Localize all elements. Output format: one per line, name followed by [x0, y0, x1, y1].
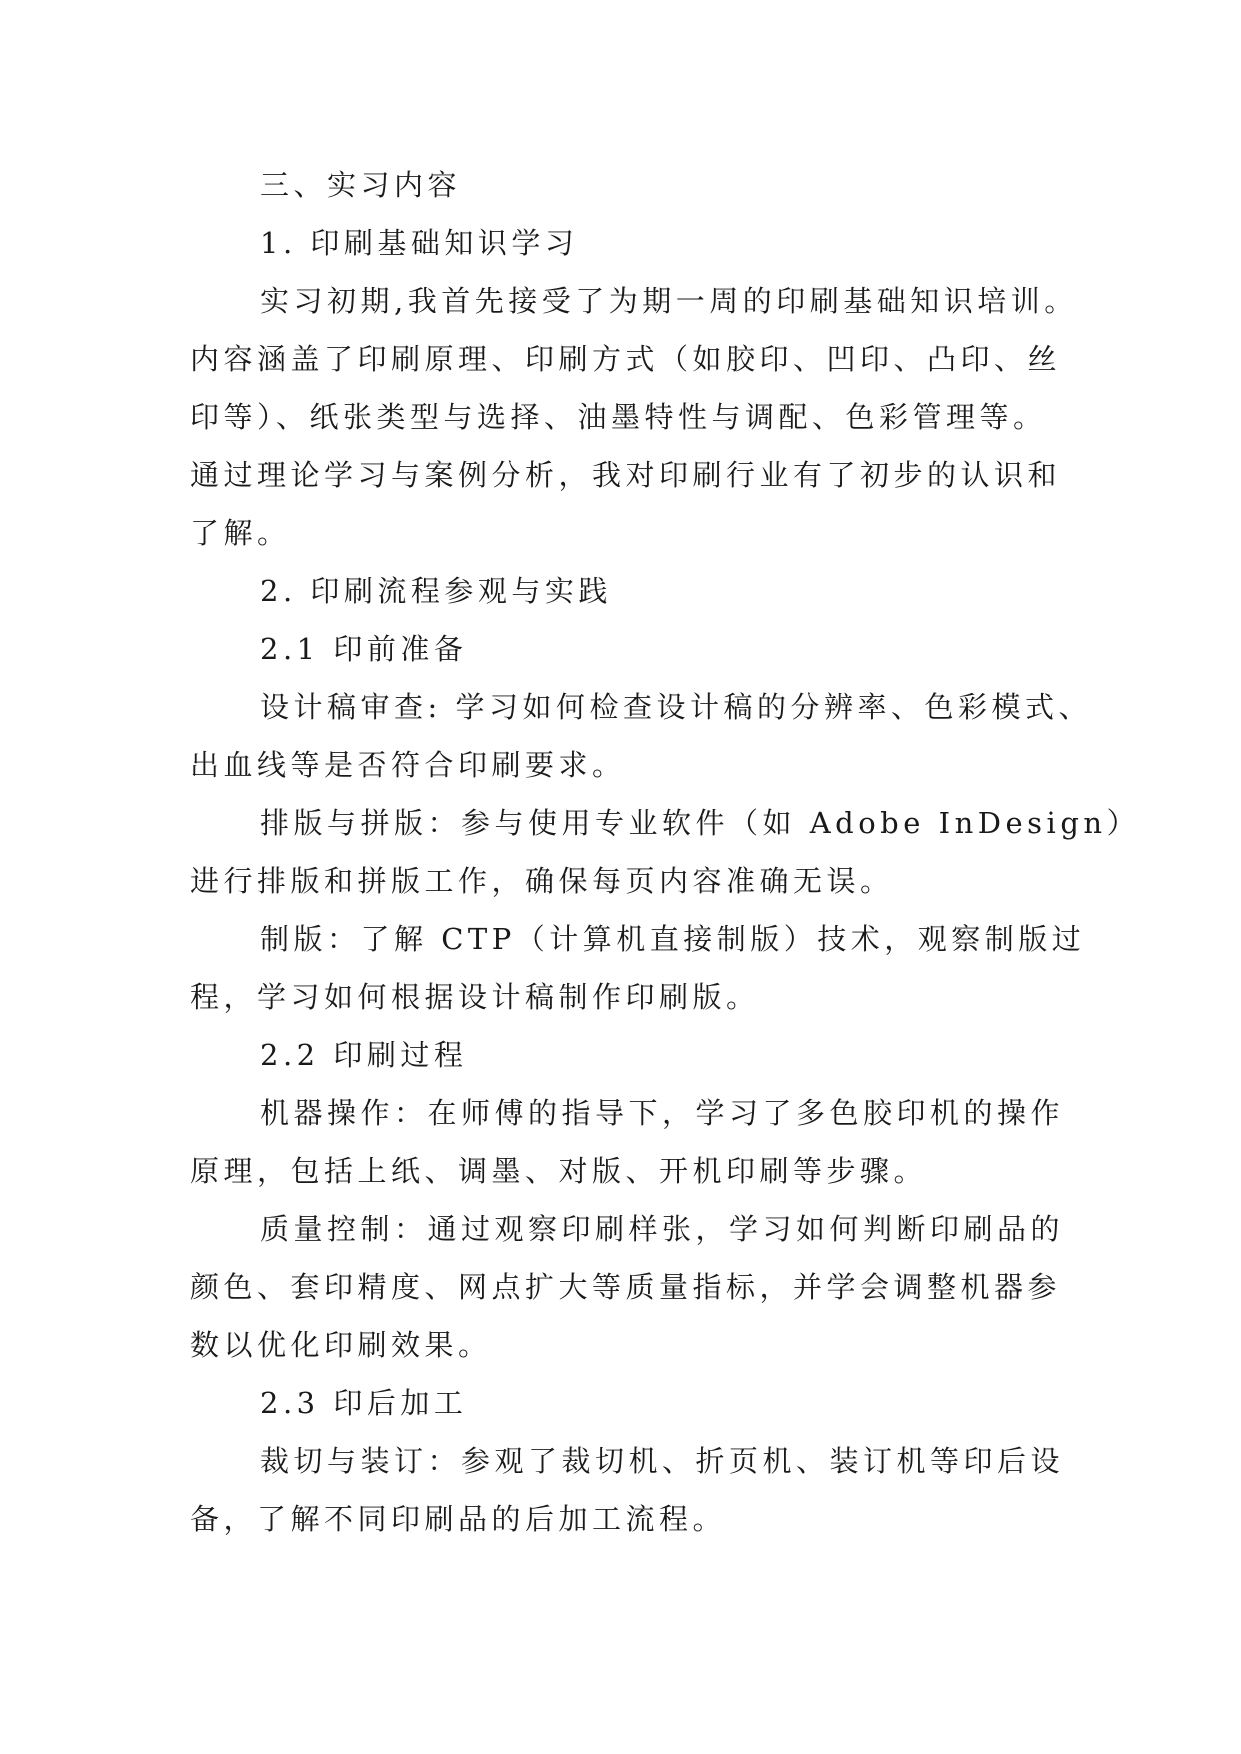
paragraph-line: 通过理论学习与案例分析，我对印刷行业有了初步的认识和 [190, 458, 1062, 492]
paragraph-line: 程，学习如何根据设计稿制作印刷版。 [190, 980, 760, 1014]
subsection-heading: 2.3 印后加工 [260, 1386, 468, 1420]
paragraph-line: 出血线等是否符合印刷要求。 [190, 748, 626, 782]
paragraph-line: 备，了解不同印刷品的后加工流程。 [190, 1502, 727, 1536]
paragraph-line: 质量控制：通过观察印刷样张，学习如何判断印刷品的 [260, 1212, 1065, 1246]
subsection-heading: 1. 印刷基础知识学习 [260, 226, 579, 260]
subsection-heading: 2.1 印前准备 [260, 632, 468, 666]
paragraph-line: 机器操作：在师傅的指导下，学习了多色胶印机的操作 [260, 1096, 1065, 1130]
paragraph-line: 了解。 [190, 516, 291, 550]
subsection-heading: 2.2 印刷过程 [260, 1038, 468, 1072]
paragraph-line: 内容涵盖了印刷原理、印刷方式（如胶印、凹印、凸印、丝 [190, 342, 1062, 376]
paragraph-line: 制版：了解 CTP（计算机直接制版）技术，观察制版过 [260, 922, 1086, 956]
paragraph-line: 原理，包括上纸、调墨、对版、开机印刷等步骤。 [190, 1154, 928, 1188]
paragraph-line: 实习初期,我首先接受了为期一周的印刷基础知识培训。 [260, 284, 1078, 318]
paragraph-line: 数以优化印刷效果。 [190, 1328, 492, 1362]
paragraph-line: 印等）、纸张类型与选择、油墨特性与调配、色彩管理等。 [190, 400, 1047, 434]
paragraph-line: 设计稿审查: 学习如何检查设计稿的分辨率、色彩模式、 [260, 690, 1092, 724]
paragraph-line: 颜色、套印精度、网点扩大等质量指标，并学会调整机器参 [190, 1270, 1062, 1304]
section-heading: 三、实习内容 [260, 168, 462, 202]
paragraph-line: 裁切与装订：参观了裁切机、折页机、装订机等印后设 [260, 1444, 1065, 1478]
paragraph-line: 进行排版和拼版工作，确保每页内容准确无误。 [190, 864, 894, 898]
paragraph-line: 排版与拼版：参与使用专业软件（如 Adobe InDesign） [260, 806, 1141, 840]
subsection-heading: 2. 印刷流程参观与实践 [260, 574, 612, 608]
